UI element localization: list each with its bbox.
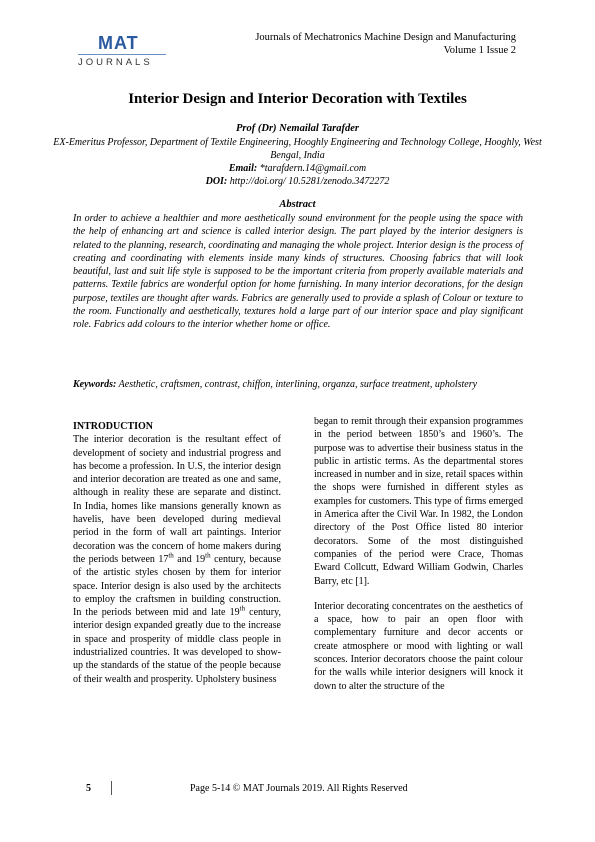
paper-title: Interior Design and Interior Decoration with Textiles <box>128 91 467 107</box>
volume-issue: Volume 1 Issue 2 <box>443 45 516 56</box>
right-column <box>314 415 523 693</box>
logo-journals-text: JOURNALS <box>78 57 153 68</box>
keywords-label: Keywords: <box>73 379 117 390</box>
keywords-line <box>73 378 523 391</box>
abstract-text: In order to achieve a healthier and more aesthetically sound environment for the people using the space with the help of enhancing art and science is called interior design. The part played by the interior designers is related to the planning, research, coordinating and managing the whole project. Interior design is the process of creating and coordinating with elements inside many kinds of structures. Choosing fabrics that will look beautiful, last and suit life style is supposed to be the important criteria from properly available materials and patterns. Textile fabrics are wonderful option for home furnishing. In many interior decorations, for the design purpose, textiles are thought after wards. Fabrics are generally used to provide a splash of Colour or texture to the room. Functionally and aesthetically, textures hold a large part of our interior space and play significant role. Fabrics add colours to the interior whether home or office. <box>73 213 523 331</box>
running-header <box>220 31 516 57</box>
logo-divider <box>78 54 166 55</box>
logo-mat-text: MAT <box>98 33 139 53</box>
keywords-list: Aesthetic, craftsmen, contrast, chiffon, interlining, organza, surface treatment, upholstery <box>118 379 478 390</box>
body-paragraph: began to remit through their expansion programmes in the period between 1850’s and 1960’s. The purpose was to advertise their business status in the public in artistic terms. As the departmental stores increased in number and in size, retail spaces within the shops were furnished in different styles as examples for customers. This type of firms emerged in America after the Civil War. In 1982, the London directory of the Post Office listed 80 interior decorators. Some of the most distinguished companies of the period were Crace, Thomas Eward Collcutt, Edward William Godwin, Charles Barry, etc [1]. <box>314 416 523 587</box>
email-label: Email: <box>228 163 258 174</box>
journal-name: Journals of Mechatronics Machine Design and Manufacturing <box>255 32 516 43</box>
journal-logo <box>78 33 168 71</box>
abstract-heading: Abstract <box>279 199 316 210</box>
footer-divider <box>111 781 112 795</box>
author-affiliation: EX-Emeritus Professor, Department of Textile Engineering, Hooghly Engineering and Technology College, Hooghly, West Bengal, India <box>53 137 542 161</box>
author-name: Prof (Dr) Nemailal Tarafder <box>236 123 359 134</box>
email-value: *tarafdern.14@gmail.com <box>259 163 367 174</box>
doi-link[interactable]: http://doi.org/ 10.5281/zenodo.3472272 <box>229 176 390 187</box>
doi-label: DOI: <box>205 176 228 187</box>
doi-line <box>50 175 545 188</box>
author-email <box>50 162 545 175</box>
body-paragraph: Interior decorating concentrates on the aesthetics of a space, how to pair an open floor with complementary furniture and decor accents or create atmosphere or mood with lighting or wall sconces. Interior decorators choose the paint colour for the walls while interior designers will knock it down to alter the structure of the <box>314 600 523 692</box>
section-heading-introduction: INTRODUCTION <box>73 421 154 432</box>
page-number: 5 <box>86 783 91 794</box>
left-column <box>73 420 281 686</box>
intro-paragraph: The interior decoration is the resultant effect of development of society and industrial progress and has become a profession. In U.S, the interior design and interior decoration are treated as one and same, although in reality these are separate and distinct. In India, homes like mansions generally known as havelis, have been developed during medieval period in the form of wall art paintings. Interior decoration was the concern of home makers during the periods between 17th and 19th century, because of the artistic styles chosen by them for interior space. Interior design is also used by the architects to employ the craftsmen in building construction. In the periods between mid and late 19th century, interior design expanded greatly due to the increase in space and prosperity of middle class people in industrialized countries. It was developed to show-up the standards of the statue of the people because of their wealth and prosperity. Upholstery business <box>73 434 281 685</box>
footer-copyright: Page 5-14 © MAT Journals 2019. All Rights Reserved <box>190 783 408 794</box>
